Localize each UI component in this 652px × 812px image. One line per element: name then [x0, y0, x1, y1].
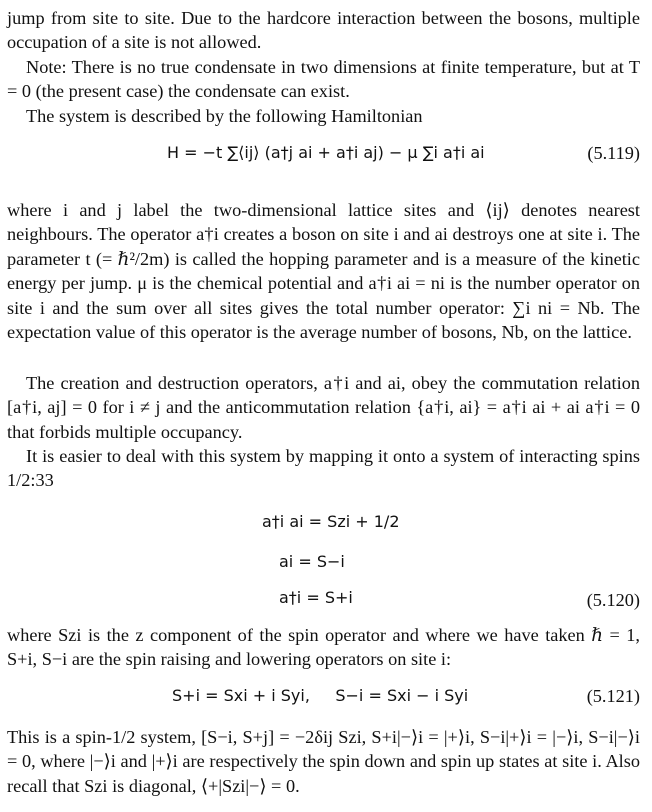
equation-line: a†i ai = Szi + 1/2: [262, 512, 400, 531]
equation-5-121: [7, 686, 640, 716]
equation-number: (5.120): [586, 590, 640, 610]
paragraph-spin-operators: where Szi is the z component of the spin operator and where we have taken ℏ = 1, S+i, S−i are the spin raising and lowering operators on site i:: [7, 625, 640, 670]
equation-5-119: [7, 143, 640, 173]
equation-number: (5.121): [586, 686, 640, 706]
equation-body: S+i = Sxi + i Syi, S−i = Sxi − i Syi: [172, 686, 469, 705]
paragraph-continuation: jump from site to site. Due to the hardcore interaction between the bosons, multiple occupation of a site is not allowed.: [7, 8, 640, 53]
paragraph-hamiltonian-intro: The system is described by the following Hamiltonian: [26, 106, 423, 126]
equation-5-120: [7, 512, 640, 612]
equation-number: (5.119): [587, 143, 640, 163]
paragraph-note: Note: There is no true condensate in two dimensions at finite temperature, but at T = 0 (the present case) the condensate can exist.: [7, 57, 640, 102]
equation-line: a†i = S+i: [279, 588, 353, 607]
equation-body: H = −t ∑⟨ij⟩ (a†j ai + a†i aj) − μ ∑i a†i ai: [167, 143, 485, 162]
equation-line: ai = S−i: [279, 552, 345, 571]
paragraph-commutation: The creation and destruction operators, a†i and ai, obey the commutation relation [a†i, aj] = 0 for i ≠ j and the anticommutation relation {a†i, ai} = a†i ai + ai a†i = 0 that forbids multiple occupancy.: [7, 373, 640, 442]
paragraph-definitions: where i and j label the two-dimensional lattice sites and ⟨ij⟩ denotes nearest neighbours. The operator a†i creates a boson on site i and ai destroys one at site i. The parameter t (= ℏ²/2m) is called the hopping parameter and is a measure of the kinetic energy per jump. μ is the chemical potential and a†i ai = ni is the number operator on site i and the sum over all sites gives the total number operator: ∑i ni = Nb. The expectation value of this operator is the average number of bosons, Nb, on the lattice.: [7, 200, 640, 343]
paragraph-mapping-intro: It is easier to deal with this system by mapping it onto a system of interacting spins 1/2:33: [7, 446, 640, 491]
paragraph-spin-system: This is a spin-1/2 system, [S−i, S+j] = −2δij Szi, S+i|−⟩i = |+⟩i, S−i|+⟩i = |−⟩i, S−i|−⟩i = 0, where |−⟩i and |+⟩i are respectively the spin down and spin up states at site i. Also recall that Szi is diagonal, ⟨+|Szi|−⟩ = 0.: [7, 727, 640, 796]
